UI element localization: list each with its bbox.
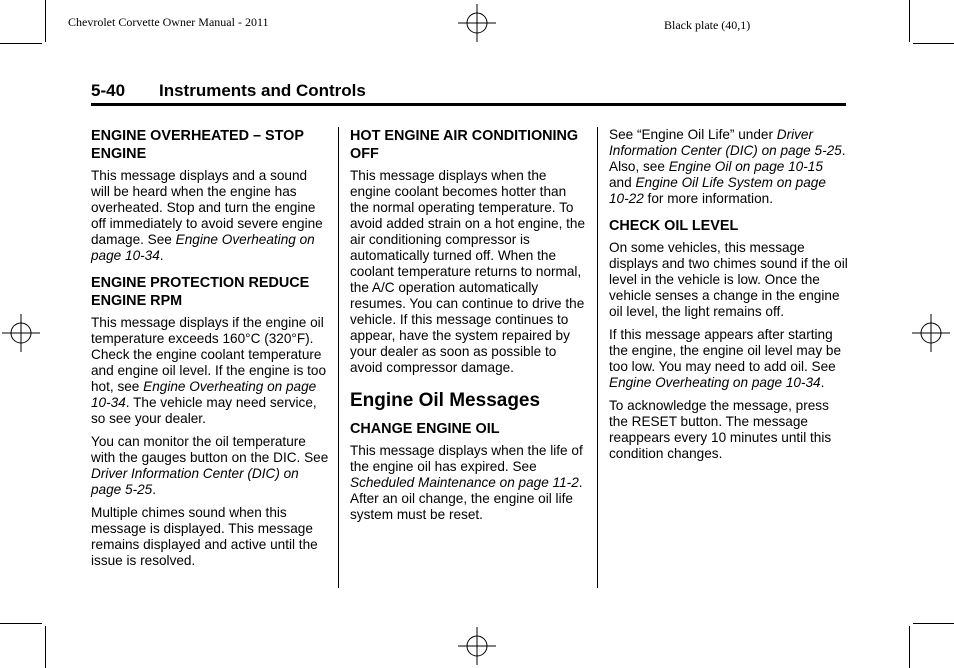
paragraph: This message displays if the engine oil temperature exceeds 160°C (320°F). Check the engine coolant temperature and engine oil level. If the engine is too hot, see Engine Overheating on page 10-34. The vehicle may need service, so see your dealer. — [91, 315, 327, 426]
registration-mark-icon — [2, 314, 40, 352]
paragraph: This message displays and a sound will be heard when the engine has overheated. Stop and turn the engine off immediately to avoid severe engine damage. See Engine Overheating on page 10-34. — [91, 168, 323, 263]
column-divider — [597, 127, 598, 588]
heading-hot-engine-ac-off: HOT ENGINE AIR CONDITIONING OFF — [350, 128, 579, 162]
registration-mark-icon — [458, 627, 496, 665]
crop-mark — [45, 0, 46, 42]
paragraph: You can monitor the oil temperature with the gauges button on the DIC. See Driver Information Center (DIC) on page 5-25. — [91, 434, 329, 497]
section-title: Instruments and Controls — [159, 81, 366, 100]
column-3 — [609, 127, 849, 469]
paragraph: On some vehicles, this message displays and two chimes sound if the oil level in the vehicle is low. Once the vehicle senses a change in the engine oil level, the light remains off. — [609, 240, 848, 319]
plate-info-right: Black plate (40,1) — [664, 18, 751, 32]
crop-mark — [913, 43, 954, 44]
paragraph: If this message appears after starting the engine, the engine oil level may be too low. You may need to add oil. See Engine Overheating on page 10-34. — [609, 327, 842, 390]
heading-check-oil-level: CHECK OIL LEVEL — [609, 218, 739, 234]
column-divider — [338, 127, 339, 588]
heading-change-engine-oil: CHANGE ENGINE OIL — [350, 421, 500, 437]
heading-engine-overheated: ENGINE OVERHEATED – STOP ENGINE — [91, 128, 304, 162]
cross-reference[interactable]: Engine Overheating on page 10-34 — [91, 232, 315, 263]
column-1 — [91, 127, 329, 576]
crop-mark — [913, 623, 954, 624]
paragraph: This message displays when the life of the engine oil has expired. See Scheduled Maintenance on page 11-2. After an oil change, the engine oil life system must be reset. — [350, 443, 583, 522]
paragraph: This message displays when the engine coolant becomes hotter than the normal operating temperature. To avoid added strain on a hot engine, the air conditioning compressor is automatically turned off. When the coolant temperature returns to normal, the A/C operation automatically resumes. You can continue to drive the vehicle. If this message continues to appear, have the system repaired by your dealer as soon as possible to avoid compressor damage. — [350, 168, 586, 375]
crop-mark — [909, 626, 910, 668]
cross-reference[interactable]: Driver Information Center (DIC) on page 5-25 — [91, 466, 299, 497]
registration-mark-icon — [912, 314, 950, 352]
heading-engine-protection: ENGINE PROTECTION REDUCE ENGINE RPM — [91, 275, 310, 309]
cross-reference[interactable]: Scheduled Maintenance on page 11-2 — [350, 475, 579, 490]
crop-mark — [909, 0, 910, 42]
column-2 — [350, 127, 586, 530]
cross-reference[interactable]: Engine Oil on page 10-15 — [668, 159, 823, 174]
paragraph: See “Engine Oil Life” under Driver Information Center (DIC) on page 5-25. Also, see Engine Oil on page 10-15 and Engine Oil Life System on page 10-22 for more information. — [609, 127, 846, 206]
crop-mark — [0, 43, 42, 44]
cross-reference[interactable]: Engine Overheating on page 10-34 — [91, 379, 317, 410]
cross-reference[interactable]: Driver Information Center (DIC) on page 5-25 — [609, 127, 842, 158]
registration-mark-icon — [458, 4, 496, 42]
cross-reference[interactable]: Engine Oil Life System on page 10-22 — [609, 175, 826, 206]
crop-mark — [0, 623, 42, 624]
page-header — [91, 81, 846, 106]
paragraph: Multiple chimes sound when this message is displayed. This message remains displayed and active until the issue is resolved. — [91, 505, 318, 568]
page-number: 5-40 — [91, 81, 126, 100]
paragraph: To acknowledge the message, press the RESET button. The message reappears every 10 minutes until this condition changes. — [609, 398, 832, 461]
cross-reference[interactable]: Engine Overheating on page 10-34 — [609, 375, 821, 390]
plate-info-left: Chevrolet Corvette Owner Manual - 2011 — [68, 15, 269, 29]
section-heading-engine-oil-messages: Engine Oil Messages — [350, 390, 541, 411]
crop-mark — [45, 626, 46, 668]
